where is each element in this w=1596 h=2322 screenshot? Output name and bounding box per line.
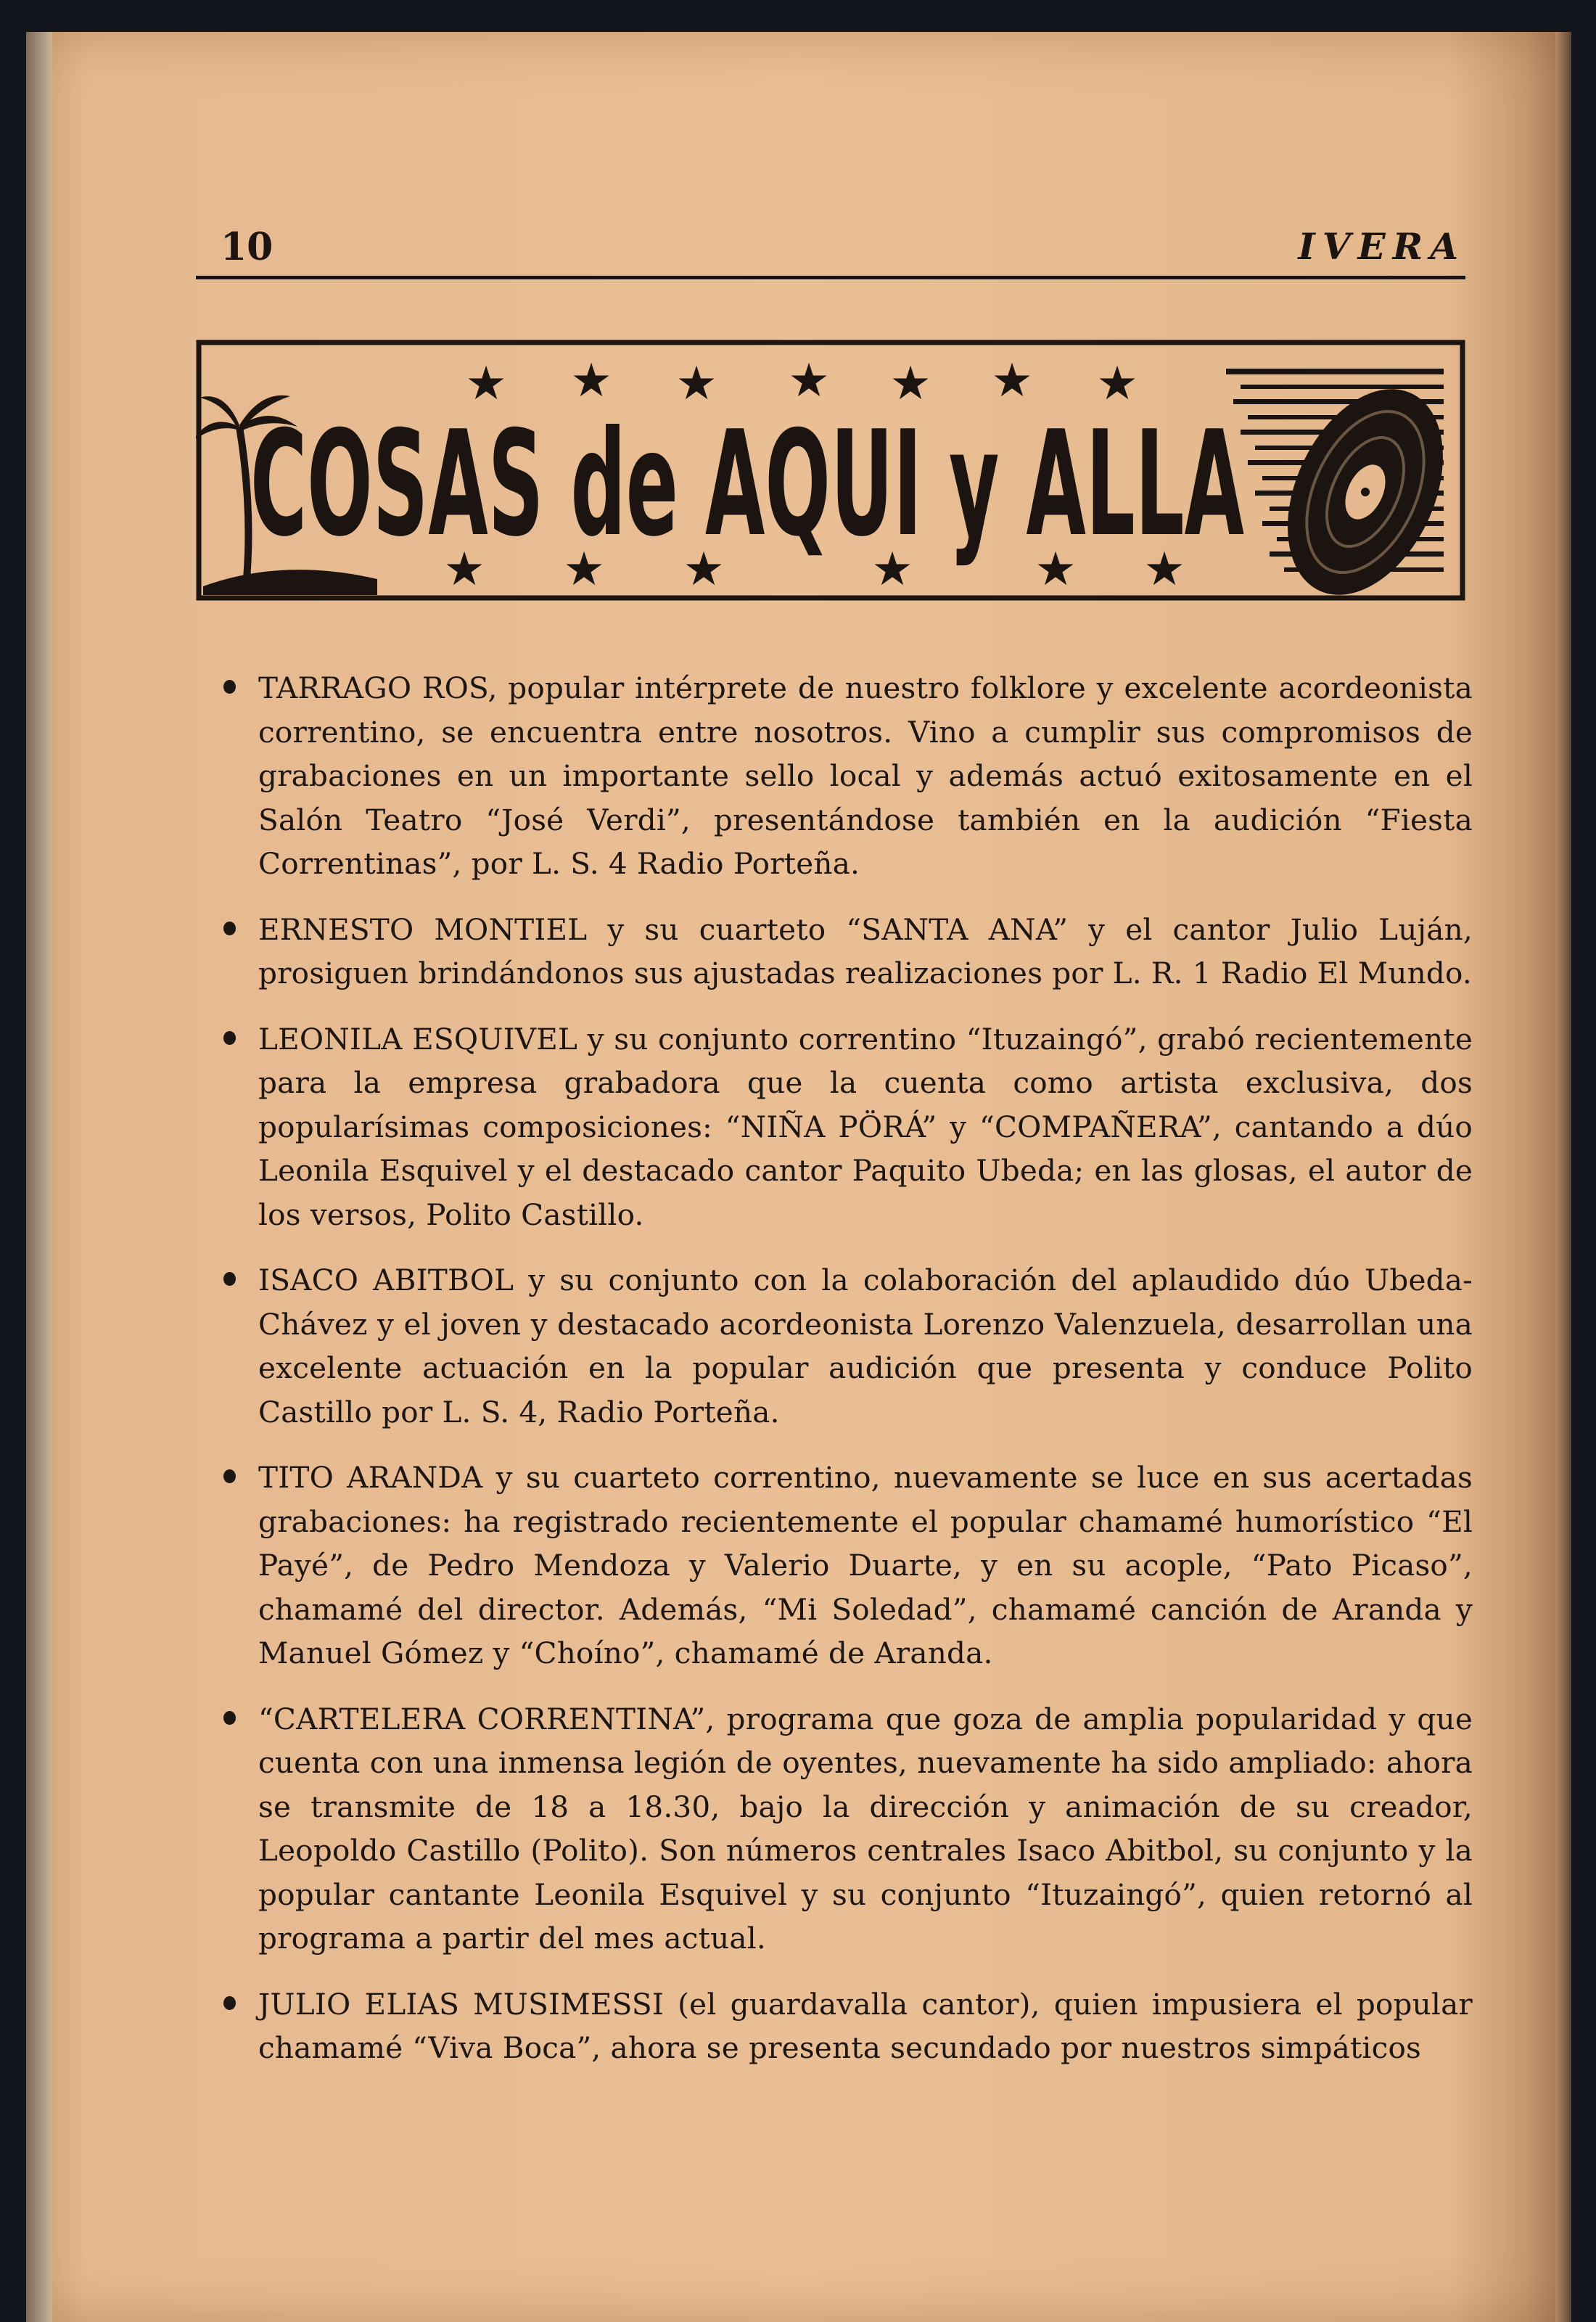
page-right-edge bbox=[1555, 32, 1571, 2322]
news-list bbox=[218, 666, 1473, 2092]
magazine-title: IVERA bbox=[1298, 225, 1465, 268]
news-item-julio-elias-musimessi bbox=[218, 1982, 1473, 2070]
svg-text:★: ★ bbox=[871, 543, 913, 596]
svg-text:★: ★ bbox=[443, 543, 485, 596]
svg-text:★: ★ bbox=[1143, 543, 1185, 596]
svg-text:★: ★ bbox=[991, 354, 1033, 408]
news-item-text: TARRAGO ROS, popular intérprete de nuestro folklore y excelente acordeonista correntino, se encuentra entre nosotros. Vino a cumplir sus compromisos de grabaciones en un importante sello local y además actuó exitosamente en el Salón Teatro “José Verdi”, presentándose también en la audición “Fiesta Correntinas”, por L. S. 4 Radio Porteña. bbox=[258, 670, 1473, 881]
news-item-isaco-abitbol bbox=[218, 1258, 1473, 1434]
page-number: 10 bbox=[221, 225, 273, 269]
news-item-text: TITO ARANDA y su cuarteto correntino, nuevamente se luce en sus acertadas grabaciones: ha registrado recientemente el popular chamamé humorístico “El Payé”, de Pedro Mendoza y Valerio Duarte, y en su acople, “Pato Picaso”, chamamé del director. Además, “Mi Soledad”, chamamé canción de Aranda y Manuel Gómez y “Choíno”, chamamé de Aranda. bbox=[258, 1460, 1473, 1670]
news-item-cartelera-correntina bbox=[218, 1697, 1473, 1961]
section-banner bbox=[196, 340, 1465, 601]
svg-text:★: ★ bbox=[683, 543, 725, 596]
news-item-leonila-esquivel bbox=[218, 1017, 1473, 1237]
svg-text:★: ★ bbox=[1096, 357, 1138, 411]
bullet-icon bbox=[223, 1031, 236, 1045]
news-item-text: LEONILA ESQUIVEL y su conjunto correntino “Ituzaingó”, grabó recientemente para la empresa grabadora que la cuenta como artista exclusiva, dos popularísimas composiciones: “NIÑA PÖRÁ” y “COMPAÑERA”, cantando a dúo Leonila Esquivel y el destacado cantor Paquito Ubeda; en las glosas, el autor de los versos, Polito Castillo. bbox=[258, 1021, 1473, 1232]
news-item-text: ERNESTO MONTIEL y su cuarteto “SANTA ANA” y el cantor Julio Luján, prosiguen brindándonos sus ajustadas realizaciones por L. R. 1 Radio El Mundo. bbox=[258, 911, 1473, 990]
bullet-icon bbox=[223, 922, 236, 935]
banner-illustration bbox=[196, 340, 1465, 601]
bullet-icon bbox=[223, 1996, 236, 2010]
running-head bbox=[196, 218, 1465, 279]
svg-text:★: ★ bbox=[465, 357, 507, 411]
bullet-icon bbox=[223, 1272, 236, 1286]
news-item-tito-aranda bbox=[218, 1456, 1473, 1675]
news-item-text: JULIO ELIAS MUSIMESSI (el guardavalla cantor), quien impusiera el popular chamamé “Viva Boca”, ahora se presenta secundado por nuestros simpáticos bbox=[258, 1986, 1473, 2065]
news-item-text: ISACO ABITBOL y su conjunto con la colaboración del aplaudido dúo Ubeda-Chávez y el joven y destacado acordeonista Lorenzo Valenzuela, desarrollan una excelente actuación en la popular audición que presenta y conduce Polito Castillo por L. S. 4, Radio Porteña. bbox=[258, 1263, 1473, 1429]
news-item-text: “CARTELERA CORRENTINA”, programa que goza de amplia popularidad y que cuenta con una inmensa legión de oyentes, nuevamente ha sido ampliado: ahora se transmite de 18 a 18.30, bajo la dirección y animación de su creador, Leopoldo Castillo (Polito). Son números centrales Isaco Abitbol, su conjunto y la popular cantante Leonila Esquivel y su conjunto “Ituzaingó”, quien retornó al programa a partir del mes actual. bbox=[258, 1701, 1473, 1956]
bullet-icon bbox=[223, 1711, 236, 1725]
svg-text:★: ★ bbox=[675, 357, 717, 411]
svg-text:★: ★ bbox=[570, 354, 612, 408]
svg-text:★: ★ bbox=[788, 354, 830, 408]
banner-title: COSAS de AQUI y ALLA bbox=[250, 400, 1244, 569]
svg-text:★: ★ bbox=[889, 357, 931, 411]
svg-text:★: ★ bbox=[1034, 543, 1077, 596]
bullet-icon bbox=[223, 680, 236, 694]
bullet-icon bbox=[223, 1469, 236, 1483]
svg-text:★: ★ bbox=[563, 543, 605, 596]
news-item-tarrago-ros bbox=[218, 666, 1473, 886]
page-left-edge bbox=[26, 32, 52, 2322]
news-item-ernesto-montiel bbox=[218, 908, 1473, 996]
